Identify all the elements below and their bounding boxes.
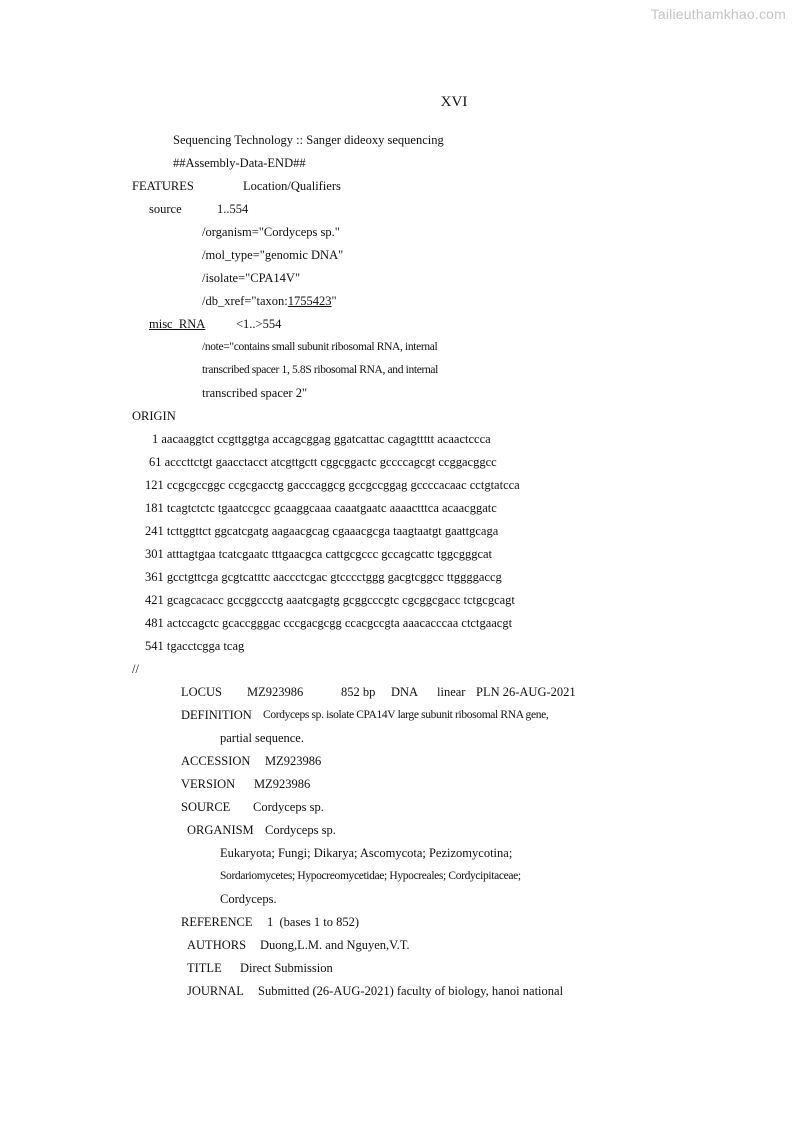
- reference-label: REFERENCE: [181, 915, 253, 929]
- journal-value: Submitted (26-AUG-2021) faculty of biology, hanoi national: [258, 984, 564, 998]
- authors-value: Duong,L.M. and Nguyen,V.T.: [260, 938, 410, 952]
- organism-label: ORGANISM: [187, 823, 254, 837]
- source-range: 1..554: [217, 202, 249, 216]
- accession-label: ACCESSION: [181, 754, 251, 768]
- organism-value: Cordyceps sp.: [265, 823, 336, 837]
- sequence-line: 181 tcagtctctc tgaatccgcc gcaaggcaaa caaatgaatc aaaactttca acaacggatc: [145, 501, 497, 515]
- title-label: TITLE: [187, 961, 222, 975]
- sequence-line: 541 tgacctcgga tcag: [145, 639, 245, 653]
- title-value: Direct Submission: [240, 961, 333, 975]
- definition-line-2: partial sequence.: [220, 731, 304, 745]
- definition-label: DEFINITION: [181, 708, 252, 722]
- sequence-line: 421 gcagcacacc gccggccctg aaatcgagtg gcggcccgtc cgcggcgacc tctgcgcagt: [145, 593, 515, 607]
- locus-id: MZ923986: [247, 685, 304, 699]
- lineage-line-1: Eukaryota; Fungi; Dikarya; Ascomycota; Pezizomycotina;: [220, 846, 513, 860]
- sequence-line: 361 gcctgttcga gcgtcatttc aaccctcgac gtcccctggg gacgtcggcc ttggggaccg: [145, 570, 502, 584]
- note-qualifier-line-1: /note="contains small subunit ribosomal RNA, internal: [202, 341, 438, 353]
- locus-division-date: PLN 26-AUG-2021: [476, 685, 576, 699]
- sequence-line: 1 aacaaggtct ccgttggtga accagcggag ggatcattac cagagttttt acaactccca: [152, 432, 491, 446]
- source-feature-key: source: [149, 202, 182, 216]
- source-value: Cordyceps sp.: [253, 800, 324, 814]
- features-label: FEATURES: [132, 179, 194, 193]
- watermark: Tailieuthamkhao.com: [650, 6, 786, 22]
- version-value: MZ923986: [254, 777, 311, 791]
- locus-length: 852 bp: [341, 685, 376, 699]
- origin-label: ORIGIN: [132, 409, 176, 423]
- record-terminator: //: [132, 662, 139, 676]
- mol-type-qualifier: /mol_type="genomic DNA": [202, 248, 344, 262]
- misc-rna-feature-key: misc_RNA: [149, 317, 206, 331]
- sequence-line: 481 actccagctc gcaccgggac cccgacgcgg ccacgccgta aaacacccaa ctctgaacgt: [145, 616, 513, 630]
- misc-rna-range: <1..>554: [236, 317, 282, 331]
- note-qualifier-line-2: transcribed spacer 1, 5.8S ribosomal RNA, and internal: [202, 364, 438, 376]
- lineage-line-2: Sordariomycetes; Hypocreomycetidae; Hypocreales; Cordycipitaceae;: [220, 870, 521, 882]
- db-xref-suffix: ": [331, 294, 337, 308]
- sequence-line: 121 ccgcgccggc ccgcgacctg gacccaggcg gccgccggag gccccacaac cctgtatcca: [145, 478, 520, 492]
- db-xref-qualifier: [202, 294, 337, 309]
- authors-label: AUTHORS: [187, 938, 247, 952]
- isolate-qualifier: /isolate="CPA14V": [202, 271, 301, 285]
- sequence-line: 301 atttagtgaa tcatcgaatc tttgaacgca cattgcgccc gccagcattc tggcgggcat: [145, 547, 493, 561]
- locus-label: LOCUS: [181, 685, 222, 699]
- source-label: SOURCE: [181, 800, 231, 814]
- sequence-line: 241 tcttggttct ggcatcgatg aagaacgcag cgaaacgcga taagtaatgt gaattgcaga: [145, 524, 499, 538]
- accession-value: MZ923986: [265, 754, 322, 768]
- reference-value: 1 (bases 1 to 852): [267, 915, 359, 929]
- assembly-data-end-line: ##Assembly-Data-END##: [173, 156, 306, 170]
- sequence-line: 61 acccttctgt gaacctacct atcgttgctt cggcggactc gccccagcgt ccggacggcc: [149, 455, 497, 469]
- note-qualifier-line-3: transcribed spacer 2": [202, 386, 308, 400]
- lineage-line-3: Cordyceps.: [220, 892, 277, 906]
- taxon-id-link[interactable]: 1755423: [287, 294, 332, 308]
- db-xref-prefix: /db_xref="taxon:: [202, 294, 288, 308]
- version-label: VERSION: [181, 777, 236, 791]
- locus-topology: linear: [437, 685, 466, 699]
- locus-molecule-type: DNA: [391, 685, 419, 699]
- sequencing-technology-line: Sequencing Technology :: Sanger dideoxy sequencing: [173, 133, 444, 147]
- journal-label: JOURNAL: [187, 984, 244, 998]
- organism-qualifier: /organism="Cordyceps sp.": [202, 225, 340, 239]
- page-number: XVI: [440, 94, 468, 110]
- location-qualifiers-label: Location/Qualifiers: [243, 179, 341, 193]
- definition-line-1: Cordyceps sp. isolate CPA14V large subunit ribosomal RNA gene,: [263, 709, 549, 721]
